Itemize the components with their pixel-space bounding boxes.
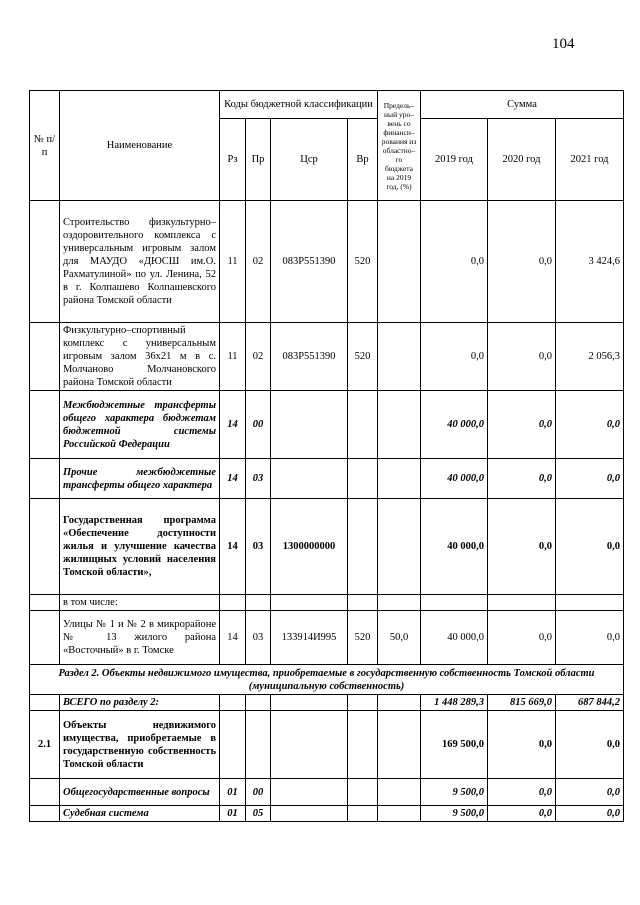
header-sum: Сумма <box>421 91 624 119</box>
cell-rz: 01 <box>220 779 246 806</box>
cell-2020: 0,0 <box>488 201 556 323</box>
cell-level <box>378 806 421 822</box>
cell-2021: 0,0 <box>556 459 624 499</box>
cell-num <box>30 806 60 822</box>
cell-level <box>378 201 421 323</box>
cell-csr: 083Р551390 <box>271 323 348 391</box>
cell-2020 <box>488 595 556 611</box>
cell-2020: 0,0 <box>488 611 556 665</box>
cell-name: ВСЕГО по разделу 2: <box>60 695 220 711</box>
header-rz: Рз <box>220 119 246 201</box>
cell-vr <box>348 695 378 711</box>
cell-name: в том числе: <box>60 595 220 611</box>
cell-rz <box>220 695 246 711</box>
cell-2021: 0,0 <box>556 391 624 459</box>
table-row <box>30 806 624 822</box>
cell-2020: 815 669,0 <box>488 695 556 711</box>
cell-csr <box>271 711 348 779</box>
cell-vr: 520 <box>348 611 378 665</box>
cell-pr: 03 <box>246 459 271 499</box>
cell-num: 2.1 <box>30 711 60 779</box>
table-row <box>30 201 624 323</box>
cell-vr: 520 <box>348 323 378 391</box>
cell-2020: 0,0 <box>488 391 556 459</box>
cell-num <box>30 323 60 391</box>
header-level: Предель–ный уро–вень со финанси–рования из областно–го бюджета на 2019 год, (%) <box>378 91 421 201</box>
section-row <box>30 665 624 695</box>
cell-csr <box>271 459 348 499</box>
cell-vr <box>348 711 378 779</box>
cell-pr: 02 <box>246 201 271 323</box>
cell-vr <box>348 779 378 806</box>
cell-level <box>378 391 421 459</box>
section-title: Раздел 2. Объекты недвижимого имущества, приобретаемые в государственную собственность Томской области (муниципальную собственность) <box>30 665 624 695</box>
cell-2020: 0,0 <box>488 806 556 822</box>
cell-num <box>30 695 60 711</box>
cell-num <box>30 595 60 611</box>
header-csr: Цср <box>271 119 348 201</box>
cell-pr: 05 <box>246 806 271 822</box>
table-row <box>30 499 624 595</box>
cell-2020: 0,0 <box>488 779 556 806</box>
budget-table <box>29 90 624 822</box>
cell-rz: 11 <box>220 201 246 323</box>
cell-2021: 0,0 <box>556 611 624 665</box>
cell-pr: 03 <box>246 499 271 595</box>
cell-2021: 0,0 <box>556 779 624 806</box>
cell-name: Межбюджетные трансферты общего характера бюджетам бюджетной системы Российской Федерации <box>60 391 220 459</box>
table-row <box>30 611 624 665</box>
cell-name: Объекты недвижимого имущества, приобретаемые в государственную собственность Томской области <box>60 711 220 779</box>
cell-2021: 687 844,2 <box>556 695 624 711</box>
cell-rz: 14 <box>220 611 246 665</box>
cell-2019: 0,0 <box>421 201 488 323</box>
cell-2019: 40 000,0 <box>421 611 488 665</box>
table-row <box>30 779 624 806</box>
cell-2019: 40 000,0 <box>421 459 488 499</box>
cell-num <box>30 459 60 499</box>
cell-name: Общегосударственные вопросы <box>60 779 220 806</box>
header-2021: 2021 год <box>556 119 624 201</box>
header-pr: Пр <box>246 119 271 201</box>
cell-vr <box>348 806 378 822</box>
cell-vr <box>348 499 378 595</box>
cell-name: Прочие межбюджетные трансферты общего характера <box>60 459 220 499</box>
cell-pr: 02 <box>246 323 271 391</box>
cell-csr: 133914И995 <box>271 611 348 665</box>
cell-vr <box>348 391 378 459</box>
cell-2020: 0,0 <box>488 499 556 595</box>
cell-2020: 0,0 <box>488 323 556 391</box>
cell-2019: 0,0 <box>421 323 488 391</box>
cell-num <box>30 779 60 806</box>
cell-name: Судебная система <box>60 806 220 822</box>
table-row <box>30 595 624 611</box>
header-2019: 2019 год <box>421 119 488 201</box>
cell-csr <box>271 779 348 806</box>
cell-pr <box>246 595 271 611</box>
cell-pr: 00 <box>246 391 271 459</box>
cell-level <box>378 323 421 391</box>
cell-csr: 1300000000 <box>271 499 348 595</box>
cell-level <box>378 459 421 499</box>
cell-2019: 169 500,0 <box>421 711 488 779</box>
page-number: 104 <box>552 36 575 52</box>
cell-2019: 40 000,0 <box>421 391 488 459</box>
cell-rz <box>220 595 246 611</box>
cell-level <box>378 695 421 711</box>
cell-level <box>378 711 421 779</box>
cell-num <box>30 201 60 323</box>
cell-rz <box>220 711 246 779</box>
cell-rz: 11 <box>220 323 246 391</box>
cell-name: Физкультурно–спортивный комплекс с универсальным игровым залом 36х21 м в с. Молчаново Молчановского района Томской области <box>60 323 220 391</box>
cell-2021: 0,0 <box>556 711 624 779</box>
cell-csr <box>271 695 348 711</box>
cell-vr <box>348 459 378 499</box>
cell-rz: 14 <box>220 499 246 595</box>
cell-name: Строительство физкультурно–оздоровительного комплекса с универсальным игровым залом для МАУДО «ДЮСШ им.О. Рахматулиной» по ул. Ленина, 52 в г. Колпашево Колпашевского района Томской области <box>60 201 220 323</box>
cell-2021 <box>556 595 624 611</box>
cell-rz: 14 <box>220 459 246 499</box>
cell-2019: 40 000,0 <box>421 499 488 595</box>
table-row <box>30 323 624 391</box>
cell-2019: 9 500,0 <box>421 806 488 822</box>
cell-csr <box>271 806 348 822</box>
cell-rz: 01 <box>220 806 246 822</box>
cell-2021: 0,0 <box>556 806 624 822</box>
table-row <box>30 711 624 779</box>
cell-pr: 03 <box>246 611 271 665</box>
cell-csr <box>271 595 348 611</box>
table-row <box>30 391 624 459</box>
cell-pr: 00 <box>246 779 271 806</box>
cell-csr: 083Р551390 <box>271 201 348 323</box>
cell-num <box>30 611 60 665</box>
cell-vr: 520 <box>348 201 378 323</box>
cell-level: 50,0 <box>378 611 421 665</box>
cell-vr <box>348 595 378 611</box>
cell-level <box>378 595 421 611</box>
table-row <box>30 695 624 711</box>
cell-2020: 0,0 <box>488 459 556 499</box>
cell-2021: 0,0 <box>556 499 624 595</box>
cell-rz: 14 <box>220 391 246 459</box>
cell-2019: 1 448 289,3 <box>421 695 488 711</box>
header-vr: Вр <box>348 119 378 201</box>
cell-level <box>378 779 421 806</box>
cell-2021: 2 056,3 <box>556 323 624 391</box>
cell-level <box>378 499 421 595</box>
cell-csr <box>271 391 348 459</box>
cell-pr <box>246 695 271 711</box>
header-codes: Коды бюджетной классификации <box>220 91 378 119</box>
cell-2020: 0,0 <box>488 711 556 779</box>
cell-2021: 3 424,6 <box>556 201 624 323</box>
cell-num <box>30 391 60 459</box>
header-2020: 2020 год <box>488 119 556 201</box>
cell-num <box>30 499 60 595</box>
cell-pr <box>246 711 271 779</box>
header-name: Наименование <box>60 91 220 201</box>
header-num: № п/п <box>30 91 60 201</box>
cell-name: Улицы № 1 и № 2 в микрорайоне № 13 жилого района «Восточный» в г. Томске <box>60 611 220 665</box>
cell-name: Государственная программа «Обеспечение доступности жилья и улучшение качества жилищных условий населения Томской области», <box>60 499 220 595</box>
cell-2019 <box>421 595 488 611</box>
table-row <box>30 459 624 499</box>
cell-2019: 9 500,0 <box>421 779 488 806</box>
